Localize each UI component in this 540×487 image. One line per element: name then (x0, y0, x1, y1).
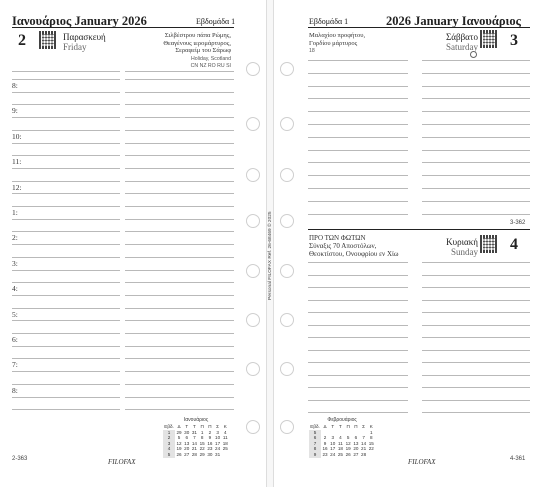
day-name-english: Sunday (451, 247, 478, 257)
hour-label: 2: (12, 233, 18, 243)
mini-calendar-day: 11 (338, 440, 343, 446)
mini-calendar-week-number: 5 (309, 430, 321, 436)
mini-calendar-day: 27 (353, 451, 359, 457)
hour-line[interactable] (125, 130, 234, 131)
writing-line[interactable] (308, 214, 408, 215)
half-hour-line[interactable] (12, 346, 120, 347)
writing-line[interactable] (422, 162, 530, 163)
hour-label: 3: (12, 258, 18, 268)
half-hour-line[interactable] (125, 320, 234, 321)
qr-code-icon (480, 235, 498, 253)
saint-line: Σιλβέστρου πάπα Ρώμης, (164, 32, 231, 39)
mini-calendar-day: 7 (362, 435, 365, 441)
mini-calendar-day (367, 452, 375, 458)
binder-hole (280, 362, 294, 376)
writing-line[interactable] (422, 362, 530, 363)
saint-line: Γορδίου μάρτυρος (309, 39, 358, 47)
mini-calendar-week-number: 5 (163, 452, 175, 458)
hour-line[interactable] (12, 181, 120, 182)
writing-line[interactable] (308, 412, 408, 413)
mini-calendar-header-cell: Κ (369, 424, 373, 429)
binder-hole (280, 264, 294, 278)
half-hour-line[interactable] (125, 143, 234, 144)
day-number-saturday: 3 (510, 32, 518, 49)
mini-calendar-day: 14 (191, 440, 197, 446)
mini-calendar-day: 30 (207, 451, 213, 457)
right-page (274, 0, 540, 487)
writing-line[interactable] (125, 409, 234, 410)
hour-label: 1: (12, 208, 18, 217)
writing-line[interactable] (308, 188, 408, 189)
writing-line[interactable] (422, 287, 530, 288)
right-week-label: Εβδομάδα 1 (309, 17, 349, 26)
writing-line[interactable] (308, 124, 408, 125)
binder-hole (246, 168, 260, 182)
half-hour-line[interactable] (12, 320, 120, 321)
binder-hole (246, 362, 260, 376)
mini-calendar-day: 18 (222, 440, 228, 446)
mini-calendar-day: 20 (184, 446, 190, 452)
day-name-english: Friday (63, 42, 87, 52)
mini-calendar-week-number: 6 (309, 435, 321, 441)
mini-calendar-day: 13 (353, 440, 359, 446)
writing-line[interactable] (422, 275, 530, 276)
hour-label: 8: (12, 385, 18, 395)
mini-calendar-header-cell: Τ (185, 424, 189, 429)
half-hour-line[interactable] (125, 117, 234, 118)
mini-calendar-day: 17 (330, 446, 336, 452)
writing-line[interactable] (422, 375, 530, 376)
saint-line: Σύναξις 70 Αποστόλων, (309, 242, 377, 250)
binder-hole (280, 62, 294, 76)
writing-line[interactable] (422, 150, 530, 151)
writing-line[interactable] (308, 312, 408, 313)
binder-hole (280, 420, 294, 434)
mini-calendar-day: 3 (216, 429, 219, 435)
mini-calendar-title: Ιανουάριος (183, 417, 209, 423)
hour-line[interactable] (125, 104, 234, 105)
writing-line[interactable] (422, 175, 530, 176)
weekend-divider (308, 229, 530, 230)
half-hour-line[interactable] (12, 193, 120, 194)
day-name-greek: Παρασκευή (63, 32, 106, 42)
mini-calendar-day: 2 (323, 435, 327, 441)
writing-line[interactable] (422, 214, 530, 215)
half-hour-line[interactable] (12, 244, 120, 245)
writing-line[interactable] (422, 98, 530, 99)
writing-line[interactable] (422, 73, 530, 74)
mini-calendar-day: 31 (215, 451, 221, 457)
half-hour-line[interactable] (125, 295, 234, 296)
mini-calendar-header-cell: Δ (323, 424, 327, 429)
half-hour-line[interactable] (125, 270, 234, 271)
mini-calendar-day: 29 (199, 451, 205, 457)
half-hour-line[interactable] (125, 397, 234, 398)
mini-calendar-day: 26 (176, 451, 182, 457)
mini-calendar-header-cell: Δ (177, 424, 181, 429)
mini-calendar-week-number: 1 (163, 430, 175, 436)
writing-line[interactable] (308, 150, 408, 151)
mini-calendar-header-cell: Π (346, 424, 350, 429)
saint-line: ΠΡΟ ΤΩΝ ΦΩΤΩΝ (309, 234, 366, 242)
day-name-sunday (446, 237, 478, 257)
mini-calendar-day: 30 (184, 429, 190, 435)
writing-line[interactable] (422, 201, 530, 202)
binder-hole (280, 117, 294, 131)
mini-calendar-header-cell: Σ (362, 424, 366, 429)
mini-calendar-week-number: 9 (309, 452, 321, 458)
writing-line[interactable] (422, 412, 530, 413)
mini-calendar-header-cell: Π (354, 424, 358, 429)
mini-calendar-day: 29 (176, 429, 182, 435)
writing-line[interactable] (422, 124, 530, 125)
binder-hole (246, 420, 260, 434)
writing-line[interactable] (308, 362, 408, 363)
mini-calendar-day: 2 (208, 429, 212, 435)
mini-calendar-day: 15 (199, 440, 205, 446)
mini-calendar-day: 22 (368, 446, 374, 452)
left-header-rule (12, 27, 234, 28)
mini-calendar-day: 19 (176, 446, 182, 452)
mini-calendar-header-cell: Τ (331, 424, 335, 429)
writing-line[interactable] (422, 137, 530, 138)
binder-hole (246, 214, 260, 228)
hour-line[interactable] (125, 308, 234, 309)
half-hour-line[interactable] (125, 168, 234, 169)
mini-calendar-header-cell: Π (200, 424, 204, 429)
mini-calendar-day: 6 (185, 435, 188, 441)
mini-calendar-day: 3 (331, 435, 334, 441)
writing-line[interactable] (308, 275, 408, 276)
half-hour-line[interactable] (12, 92, 120, 93)
writing-line[interactable] (422, 337, 530, 338)
writing-line[interactable] (422, 86, 530, 87)
mini-calendar-day: 24 (330, 451, 336, 457)
binder-hole (280, 313, 294, 327)
mini-calendar-day: 21 (191, 446, 197, 452)
day-number-friday: 2 (18, 32, 26, 49)
mini-calendar-day: 16 (322, 446, 328, 452)
binder-hole (246, 62, 260, 76)
mini-calendar-day: 18 (337, 446, 343, 452)
saint-line: Σεραφείμ του Σάρωφ (175, 47, 231, 54)
mini-calendar-day: 7 (193, 435, 196, 441)
day-number-sunday: 4 (510, 236, 518, 253)
mini-calendar-day: 28 (191, 451, 197, 457)
mini-calendar-day: 23 (322, 451, 328, 457)
writing-line[interactable] (308, 162, 408, 163)
hour-label: 11: (12, 157, 22, 167)
mini-calendar-day: 31 (191, 429, 197, 435)
hour-line[interactable] (12, 333, 120, 334)
half-hour-line[interactable] (12, 219, 120, 220)
saints-friday (163, 32, 231, 55)
writing-line[interactable] (422, 350, 530, 351)
day-name-friday (63, 32, 106, 52)
mini-calendar-day: 21 (361, 446, 367, 452)
writing-line[interactable] (308, 73, 408, 74)
mini-calendar-day: 11 (222, 435, 228, 441)
mini-calendar-week-number: 2 (163, 435, 175, 441)
mini-calendar-day: 5 (346, 435, 350, 441)
hour-line[interactable] (12, 231, 120, 232)
hour-line[interactable] (125, 181, 234, 182)
mini-calendar-header-cell: Σ (216, 424, 220, 429)
hour-line[interactable] (125, 358, 234, 359)
writing-line[interactable] (308, 387, 408, 388)
mini-calendar-week-number: 8 (309, 446, 321, 452)
right-page-title: 2026 January Ιανουάριος (386, 14, 521, 28)
mini-calendar-day: 17 (215, 440, 221, 446)
writing-line[interactable] (308, 137, 408, 138)
right-header-rule (308, 27, 530, 28)
hour-label: 8: (12, 81, 18, 90)
writing-line[interactable] (308, 175, 408, 176)
mini-calendar-day: 4 (224, 429, 227, 435)
mini-calendar-week-number: 3 (163, 441, 175, 447)
mini-calendar-day: 1 (200, 429, 204, 435)
binder-hole (246, 264, 260, 278)
writing-line[interactable] (308, 98, 408, 99)
left-page (0, 0, 266, 487)
mini-calendar-day: 1 (370, 429, 373, 435)
writing-line[interactable] (422, 387, 530, 388)
writing-line[interactable] (308, 350, 408, 351)
hour-line[interactable] (12, 257, 120, 258)
hour-line[interactable] (12, 155, 120, 156)
writing-line[interactable] (308, 111, 408, 112)
binder-hole (246, 313, 260, 327)
mini-calendar-day: 4 (339, 435, 342, 441)
half-hour-line[interactable] (125, 244, 234, 245)
qr-code-icon (480, 30, 498, 48)
qr-code-icon (39, 31, 57, 49)
mini-calendar-day: 26 (345, 451, 351, 457)
writing-line[interactable] (308, 375, 408, 376)
mini-calendar-day: 8 (200, 435, 204, 441)
right-page-number: 4-361 (510, 456, 526, 462)
saturday-day-count: 3-362 (510, 220, 526, 226)
half-hour-line[interactable] (12, 397, 120, 398)
mini-calendar-header-cell: Τ (193, 424, 196, 429)
left-page-title: Ιανουάριος January 2026 (12, 14, 147, 28)
writing-line[interactable] (308, 400, 408, 401)
half-hour-line[interactable] (125, 219, 234, 220)
saint-line: Μαλαχίου προφήτου, (309, 32, 366, 39)
half-hour-line[interactable] (125, 346, 234, 347)
hour-label: 10: (12, 131, 22, 141)
binder-hole (280, 214, 294, 228)
day-name-saturday (446, 32, 478, 52)
mini-calendar-day: 9 (208, 435, 212, 441)
mini-calendar-day: 6 (354, 435, 358, 441)
hour-label: 12: (12, 182, 22, 192)
saints-saturday (309, 32, 365, 47)
hour-line[interactable] (125, 231, 234, 232)
filofax-logo: FILOFAX (108, 458, 136, 466)
hour-line[interactable] (125, 333, 234, 334)
moon-phase-icon (470, 51, 477, 58)
mini-calendar-day: 14 (361, 440, 367, 446)
writing-line[interactable] (308, 86, 408, 87)
binder-hole (280, 168, 294, 182)
writing-line[interactable] (308, 300, 408, 301)
mini-calendar-day: 16 (207, 440, 213, 446)
writing-line[interactable] (308, 337, 408, 338)
mini-calendar-header-cell: Π (208, 424, 212, 429)
mini-calendar-day: 9 (323, 440, 327, 446)
writing-line[interactable] (422, 325, 530, 326)
mini-calendar-day: 12 (345, 440, 351, 446)
hour-line[interactable] (125, 384, 234, 385)
half-hour-line[interactable] (12, 371, 120, 372)
mini-calendar-day: 27 (184, 451, 190, 457)
filofax-logo: FILOFAX (408, 458, 436, 466)
hour-line[interactable] (125, 282, 234, 283)
writing-line[interactable] (125, 71, 234, 72)
hour-label: 4: (12, 284, 18, 294)
writing-line[interactable] (422, 60, 530, 61)
spine-reference-text: Personal FILOFAX Ref. 26-68469 © 2025 (268, 211, 273, 300)
mini-calendar-day (221, 452, 229, 458)
mini-calendar-title: Φεβρουάριος (327, 417, 357, 423)
left-page-number: 2-363 (12, 456, 28, 462)
mini-calendar-header-cell: Τ (339, 424, 342, 429)
hour-label: 6: (12, 335, 18, 344)
mini-calendar-week-number: 7 (309, 441, 321, 447)
mini-calendar-day: 19 (345, 446, 351, 452)
mini-calendar-day: 5 (177, 435, 181, 441)
saints-sunday (309, 234, 399, 258)
hour-label: 9: (12, 106, 18, 116)
writing-line[interactable] (308, 201, 408, 202)
hour-line[interactable] (12, 206, 120, 207)
hour-line[interactable] (12, 358, 120, 359)
day-name-english: Saturday (446, 42, 478, 52)
writing-line[interactable] (422, 300, 530, 301)
left-week-label: Εβδομάδα 1 (196, 17, 236, 26)
writing-line[interactable] (308, 262, 408, 263)
mini-calendar-day: 20 (353, 446, 359, 452)
hour-line[interactable] (125, 257, 234, 258)
hour-line[interactable] (125, 155, 234, 156)
day-name-greek: Κυριακή (446, 237, 478, 247)
country-codes: CN NZ RO RU SI (190, 63, 231, 69)
mini-calendar-day: 25 (337, 451, 343, 457)
mini-calendar-day: 10 (215, 435, 221, 441)
writing-line[interactable] (12, 71, 120, 72)
mini-calendar-week-number: 4 (163, 446, 175, 452)
writing-line[interactable] (422, 400, 530, 401)
writing-line[interactable] (422, 188, 530, 189)
writing-line[interactable] (308, 60, 408, 61)
mini-calendar-day: 12 (176, 440, 182, 446)
half-hour-line[interactable] (12, 117, 120, 118)
half-hour-line[interactable] (125, 193, 234, 194)
day-name-greek: Σάββατο (446, 32, 478, 42)
mini-calendar-header-cell: Εβδ. (164, 424, 174, 429)
hour-label: 5: (12, 309, 18, 319)
hour-line[interactable] (125, 79, 234, 80)
writing-line[interactable] (308, 325, 408, 326)
half-hour-line[interactable] (12, 270, 120, 271)
mini-calendar-day: 22 (199, 446, 205, 452)
hour-line[interactable] (12, 104, 120, 105)
hour-line[interactable] (12, 384, 120, 385)
holiday-note: Holiday, Scotland (191, 56, 231, 62)
half-hour-line[interactable] (12, 168, 120, 169)
mini-calendar-january (163, 417, 229, 458)
writing-line[interactable] (422, 262, 530, 263)
mini-calendar-day: 8 (370, 435, 373, 441)
mini-calendar-day: 10 (330, 440, 336, 446)
writing-line[interactable] (422, 111, 530, 112)
hour-line[interactable] (125, 206, 234, 207)
mini-calendar-day: 23 (207, 446, 213, 452)
saturday-small-note: 18 (309, 48, 315, 54)
mini-calendar-header-cell: Κ (223, 424, 227, 429)
mini-calendar-day: 13 (184, 440, 190, 446)
writing-line[interactable] (12, 409, 120, 410)
writing-line[interactable] (308, 287, 408, 288)
mini-calendar-header-cell: Εβδ. (310, 424, 320, 429)
mini-calendar-day: 24 (215, 446, 221, 452)
half-hour-line[interactable] (12, 143, 120, 144)
hour-line[interactable] (12, 308, 120, 309)
hour-line[interactable] (12, 282, 120, 283)
half-hour-line[interactable] (125, 92, 234, 93)
saint-line: Θεαγένους ιερομάρτυρος, (163, 39, 231, 47)
binder-hole (246, 117, 260, 131)
saint-line: Θεοκτίστου, Ονουφρίου εν Χίω (309, 250, 399, 258)
hour-line[interactable] (12, 130, 120, 131)
mini-calendar-day: 28 (361, 451, 367, 457)
hour-line[interactable] (12, 79, 120, 80)
hour-label: 7: (12, 360, 18, 370)
mini-calendar-february (309, 417, 375, 458)
half-hour-line[interactable] (125, 371, 234, 372)
mini-calendar-day: 25 (222, 446, 228, 452)
mini-calendar-day: 15 (368, 440, 374, 446)
writing-line[interactable] (422, 312, 530, 313)
half-hour-line[interactable] (12, 295, 120, 296)
